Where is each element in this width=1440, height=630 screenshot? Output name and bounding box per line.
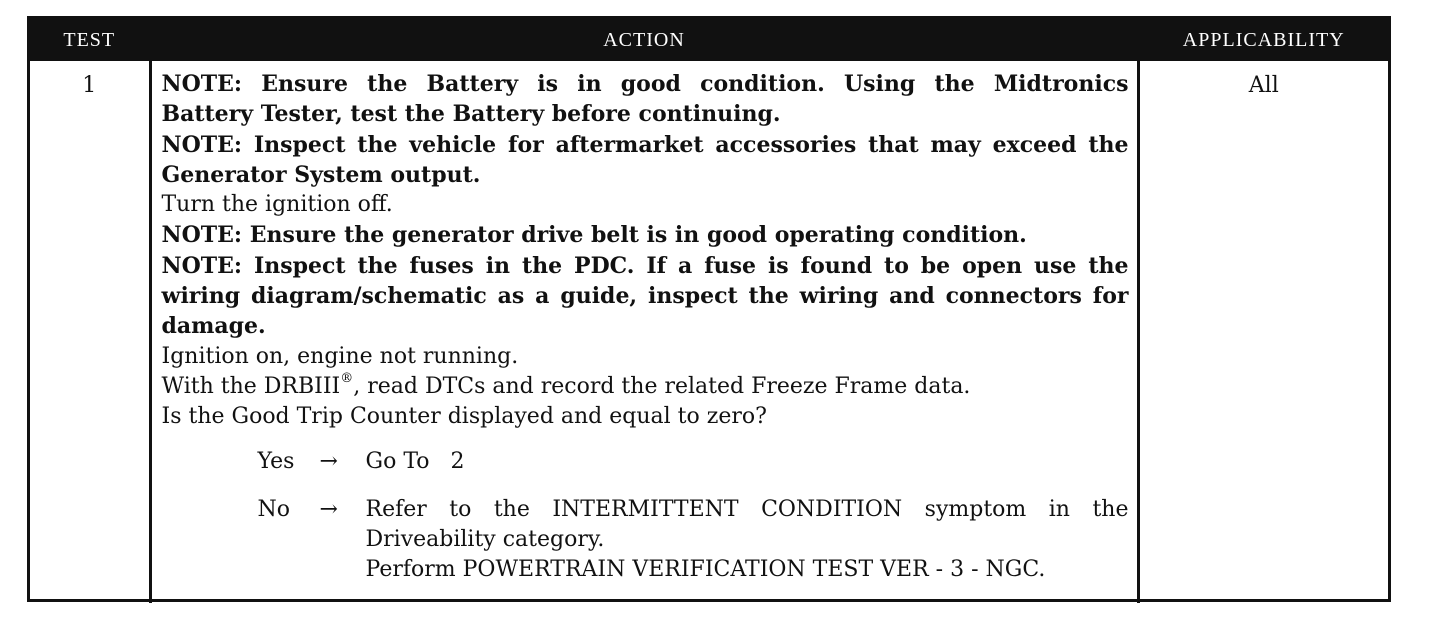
- answer-yes: [162, 447, 1129, 477]
- header-test: TEST: [30, 19, 150, 61]
- answer-no-result-line-3: Perform POWERTRAIN VERIFICATION TEST VER - 3 - NGC.: [365, 556, 1046, 582]
- answer-no-result-line-1: Refer to the INTERMITTENT CONDITION symptom in the: [365, 496, 1129, 522]
- answer-yes-label: Yes: [257, 448, 295, 474]
- note-fuses-line-3: damage.: [161, 313, 266, 340]
- step-ignition-off: Turn the ignition off.: [161, 192, 393, 218]
- table-header: [30, 19, 1388, 61]
- answer-no-result: [366, 495, 1129, 585]
- note-accessories-line-2: Generator System output.: [161, 161, 481, 188]
- test-table: [30, 19, 1388, 603]
- step-read-dtcs: [162, 372, 1129, 402]
- step-ignition-on: Ignition on, engine not running.: [161, 343, 519, 369]
- diagnostic-test-table: [27, 16, 1391, 602]
- drb-prefix: With the DRBIII: [161, 373, 341, 399]
- table-row: [30, 61, 1388, 603]
- arrow-right-icon: →: [319, 496, 338, 522]
- answer-no: [162, 495, 1129, 585]
- note-accessories-line-1: NOTE: Inspect the vehicle for aftermarket accessories that may exceed the: [161, 131, 1129, 158]
- note-battery-line-1: NOTE: Ensure the Battery is in good condition. Using the Midtronics: [161, 71, 1129, 97]
- answer-no-label: No: [257, 496, 290, 522]
- test-question: Is the Good Trip Counter displayed and equal to zero?: [161, 404, 767, 430]
- test-number: 1: [82, 73, 97, 98]
- note-battery-line-2: Battery Tester, test the Battery before continuing.: [161, 101, 781, 128]
- note-fuses-line-2: wiring diagram/schematic as a guide, inspect the wiring and connectors for: [161, 283, 1129, 310]
- drb-suffix: , read DTCs and record the related Freeze Frame data.: [353, 373, 971, 399]
- header-action: ACTION: [150, 19, 1138, 61]
- note-fuses-line-1: NOTE: Inspect the fuses in the PDC. If a fuse is found to be open use the: [161, 252, 1129, 279]
- registered-mark: ®: [340, 370, 354, 386]
- action-cell: [150, 61, 1138, 603]
- arrow-right-icon: →: [319, 448, 338, 474]
- answer-list: [162, 447, 1129, 585]
- answer-yes-result: Go To 2: [365, 448, 465, 474]
- header-applicability: APPLICABILITY: [1138, 19, 1388, 61]
- note-drive-belt: NOTE: Ensure the generator drive belt is in good operating condition.: [161, 222, 1027, 249]
- answer-no-result-line-2: Driveability category.: [365, 526, 605, 552]
- applicability-value: All: [1138, 61, 1388, 603]
